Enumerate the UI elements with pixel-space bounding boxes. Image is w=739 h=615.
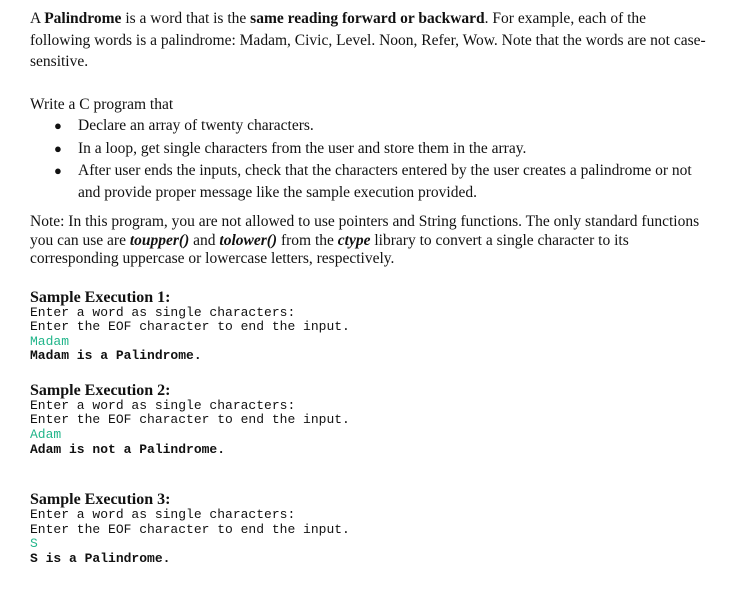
- sample-execution-3: [30, 491, 710, 566]
- result-line: Madam is a Palindrome.: [30, 348, 202, 364]
- note-text-1: Note: In this program, you are not allowed to use pointers and String functions. The only standard functions you can use are: [30, 213, 700, 249]
- sample-execution-1: [30, 289, 710, 364]
- user-input-line: Adam: [30, 427, 62, 443]
- sample-title: Sample Execution 3:: [30, 491, 171, 509]
- bullet-icon: ●: [54, 140, 62, 156]
- bullet-icon: ●: [54, 163, 62, 178]
- requirement-text: After user ends the inputs, check that the characters entered by the user creates a palindrome or not and provide proper message like the sample execution provided.: [78, 162, 692, 201]
- sample-title: Sample Execution 2:: [30, 381, 171, 399]
- user-input-line: S: [30, 536, 38, 552]
- requirement-text: In a loop, get single characters from the user and store them in the array.: [78, 139, 527, 157]
- requirements-list: [30, 115, 710, 203]
- intro-text-3: . For example, each of the following words is a palindrome: Madam, Civic, Level. Noon, Refer, Wow. Note that the words are not case-sensitive.: [30, 10, 706, 70]
- result-line: Adam is not a Palindrome.: [30, 441, 226, 457]
- requirement-text: Declare an array of twenty characters.: [78, 117, 314, 134]
- definition-emphasis: same reading forward or backward: [250, 10, 485, 27]
- requirement-item: [30, 115, 710, 137]
- requirement-item: [30, 138, 710, 160]
- bullet-icon: ●: [54, 118, 62, 133]
- intro-text-1: A: [30, 10, 45, 27]
- intro-text-2: is a word that is the: [121, 10, 251, 27]
- prompt-line: Enter a word as single characters:: [30, 304, 296, 320]
- prompt-line: Enter the EOF character to end the input.: [30, 521, 350, 537]
- requirement-item: [30, 160, 710, 203]
- note-text-4: library to convert a single character to its corresponding uppercase or lowercase letters, respectively.: [30, 231, 629, 267]
- palindrome-term: Palindrome: [44, 10, 122, 27]
- result-line: S is a Palindrome.: [30, 551, 171, 567]
- sample-execution-2: [30, 382, 710, 457]
- prompt-line: Enter the EOF character to end the input.: [30, 412, 350, 428]
- document-page: [30, 8, 710, 567]
- tolower-function: tolower(): [219, 231, 278, 249]
- user-input-line: Madam: [30, 333, 70, 349]
- note-text-3: from the: [277, 231, 338, 249]
- prompt-line: Enter the EOF character to end the input.: [30, 319, 350, 335]
- toupper-function: toupper(): [129, 231, 190, 249]
- sample-title: Sample Execution 1:: [30, 288, 171, 306]
- note-text-2: and: [189, 231, 220, 249]
- intro-paragraph: [30, 8, 710, 73]
- note-paragraph: [30, 213, 710, 269]
- ctype-library: ctype: [337, 231, 371, 249]
- task-lead: Write a C program that: [30, 95, 174, 113]
- prompt-line: Enter a word as single characters:: [30, 507, 296, 523]
- prompt-line: Enter a word as single characters:: [30, 397, 296, 413]
